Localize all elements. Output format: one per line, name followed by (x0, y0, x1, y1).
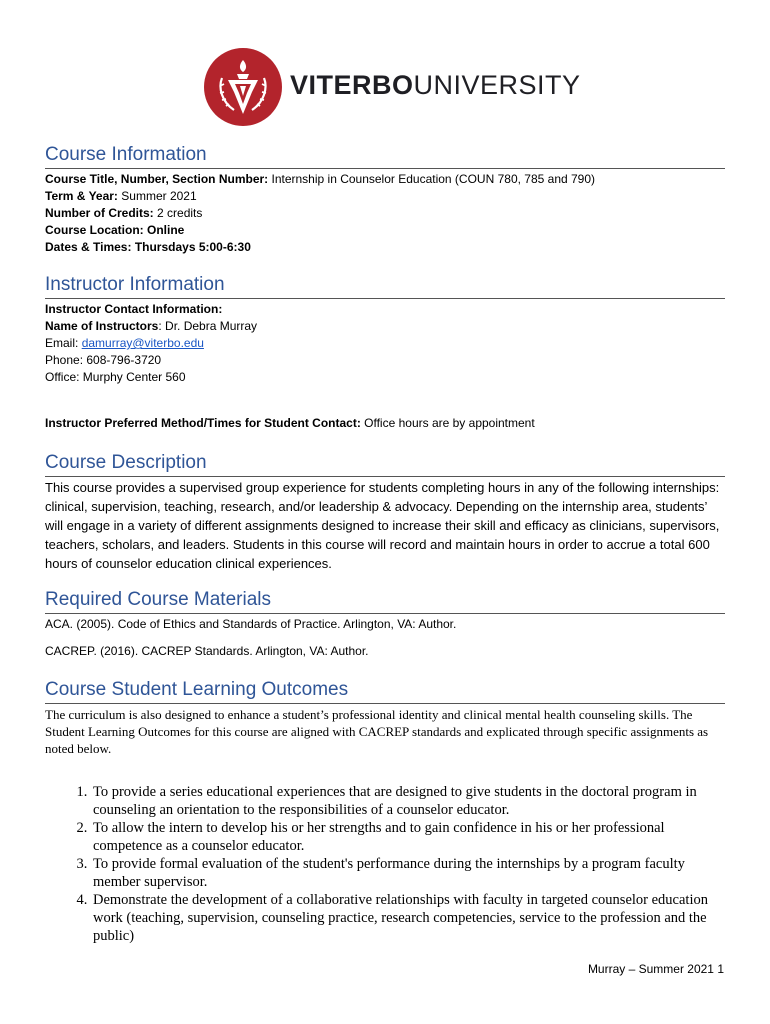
term-value: Summer 2021 (117, 189, 197, 203)
course-location-line: Course Location: Online (45, 223, 185, 237)
course-description-text: This course provides a supervised group experience for students completing hours in any of the following internships: clinical, supervision, teaching, research, and/or leadership & advocacy. Depending on the internship area, students’ will engage in a variety of different assignments designed to increase their skill and efficacy as clinicians, supervisors, teachers, scholars, and leaders. Students in this course will record and maintain hours in order to accrue a total 600 hours of counselor education clinical experiences. (45, 480, 720, 571)
course-title-value: Internship in Counselor Education (COUN 780, 785 and 790) (268, 172, 596, 186)
page-footer: Murray – Summer 2021 1 (587, 962, 724, 976)
course-description-heading: Course Description (45, 451, 725, 477)
university-wordmark (290, 70, 581, 100)
instructor-information-heading: Instructor Information (45, 273, 725, 299)
credits-label: Number of Credits: (45, 206, 154, 220)
torch-emblem-icon (204, 48, 282, 126)
instructor-email-line (45, 335, 725, 352)
instructor-name-line (45, 318, 725, 335)
outcome-item-4: 4. Demonstrate the development of a collaborative relationships with faculty in targeted counselor education work (teaching, supervision, counseling practice, research competencies, service to the profession and the public) (91, 891, 725, 945)
learning-outcomes-section (45, 678, 725, 945)
course-information-heading: Course Information (45, 143, 725, 169)
credits-line (45, 205, 725, 222)
dates-times-line: Dates & Times: Thursdays 5:00-6:30 (45, 240, 251, 254)
instructor-contact-label: Instructor Contact Information: (45, 302, 223, 316)
wordmark-regular: UNIVERSITY (413, 70, 581, 100)
credits-value: 2 credits (153, 206, 203, 220)
email-label: Email: (45, 336, 82, 350)
instructor-name-value: : Dr. Debra Murray (158, 319, 258, 333)
required-materials-section (45, 588, 725, 660)
material-item-1: ACA. (2005). Code of Ethics and Standards of Practice. Arlington, VA: Author. (45, 617, 457, 631)
term-line (45, 188, 725, 205)
course-information-section (45, 143, 725, 256)
course-description-section (45, 451, 725, 573)
course-title-line (45, 171, 725, 188)
learning-outcomes-list (45, 783, 725, 945)
required-materials-heading: Required Course Materials (45, 588, 725, 614)
instructor-phone-line: Phone: 608-796-3720 (45, 353, 162, 367)
logo-emblem (204, 48, 282, 126)
preferred-contact-line (45, 415, 725, 432)
outcome-item-2: 2. To allow the intern to develop his or her strengths and to gain confidence in his or her professional competence as a counselor educator. (91, 819, 725, 855)
instructor-information-section (45, 273, 725, 432)
learning-outcomes-intro: The curriculum is also designed to enhance a student’s professional identity and clinical mental health counseling skills. The Student Learning Outcomes for this course are aligned with CACREP standards and explicated through specific assignments as noted below. (45, 707, 709, 756)
outcome-item-1: 1. To provide a series educational experiences that are designed to give students in the doctoral program in counseling an orientation to the responsibilities of a counselor educator. (91, 783, 725, 819)
preferred-contact-value: Office hours are by appointment (360, 416, 535, 430)
instructor-office-line: Office: Murphy Center 560 (45, 370, 186, 384)
course-title-label: Course Title, Number, Section Number: (45, 172, 269, 186)
instructor-email-link[interactable]: damurray@viterbo.edu (81, 336, 204, 350)
learning-outcomes-heading: Course Student Learning Outcomes (45, 678, 725, 704)
university-logo (204, 48, 581, 126)
instructor-name-label: Name of Instructors (45, 319, 159, 333)
outcome-item-3: 3. To provide formal evaluation of the student's performance during the internships by a program faculty member supervisor. (91, 855, 725, 891)
preferred-contact-label: Instructor Preferred Method/Times for Student Contact: (45, 416, 361, 430)
material-item-2: CACREP. (2016). CACREP Standards. Arlington, VA: Author. (45, 644, 369, 658)
term-label: Term & Year: (45, 189, 118, 203)
wordmark-bold: VITERBO (290, 70, 414, 100)
